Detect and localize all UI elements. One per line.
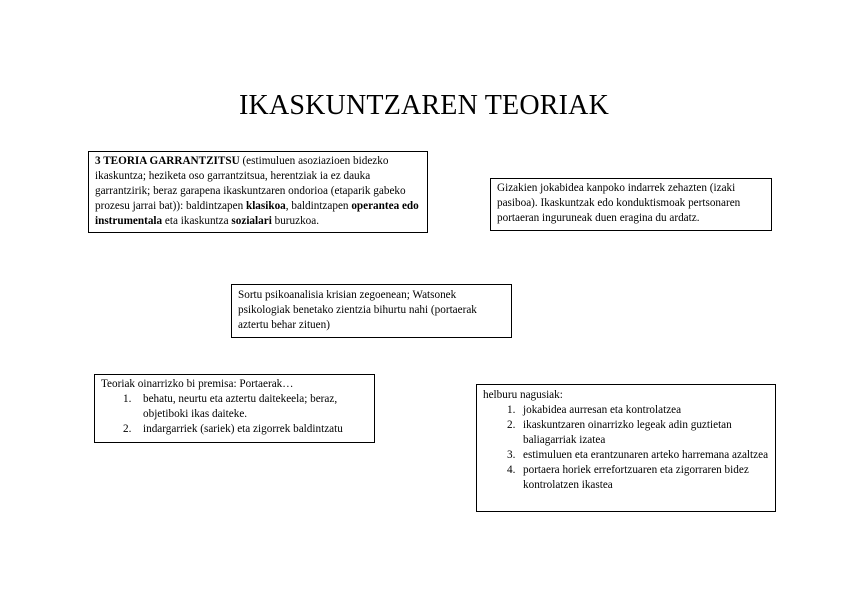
list-item — [101, 422, 368, 437]
text-box-premises — [94, 374, 375, 443]
text-box-behavior — [490, 178, 772, 231]
bold-term-operant: operantea edo instrumentala — [95, 200, 419, 227]
goals-list — [483, 403, 769, 493]
text-box-origin — [231, 284, 512, 338]
text-segment: (estimuluen asoziazioen bidezko ikaskuntza; heziketa oso garrantzitsua, herentziak ia ez dauka garrantzirik; beraz garapena ikaskuntzaren ondorioa (etaparik gabeko prozesu jarrai bat)): baldintzapen — [95, 155, 406, 212]
list-number: 1. — [507, 404, 516, 416]
bold-term-social: sozialari — [231, 215, 272, 227]
list-item — [483, 463, 769, 493]
list-text: behatu, neurtu eta aztertu daitekeela; beraz, objetiboki ikas daiteke. — [143, 393, 338, 420]
list-number: 3. — [507, 449, 516, 461]
box-intro: Teoriak oinarrizko bi premisa: Portaerak… — [101, 378, 294, 390]
box-paragraph: Sortu psikoanalisia krisian zegoenean; Watsonek psikologiak benetako zientzia bihurtu nahi (portaerak aztertu behar zituen) — [238, 289, 477, 331]
list-text: estimuluen eta erantzunaren arteko harremana azaltzea — [523, 449, 769, 461]
list-item — [483, 403, 769, 418]
list-number: 2. — [507, 419, 516, 431]
list-text: indargarriek (sariek) eta zigorrek baldintzatu — [143, 423, 343, 435]
text-segment: , baldintzapen — [285, 200, 352, 212]
list-number: 2. — [123, 423, 132, 435]
text-segment: eta ikaskuntza — [162, 215, 232, 227]
list-text: jokabidea aurresan eta kontrolatzea — [523, 404, 682, 416]
list-number: 4. — [507, 464, 516, 476]
text-box-three-theories — [88, 151, 428, 233]
list-item — [483, 448, 769, 463]
bold-term-classical: klasikoa — [245, 200, 286, 212]
box-paragraph: Gizakien jokabidea kanpoko indarrek zehazten (izaki pasiboa). Ikaskuntzak edo konduktismoak pertsonaren portaeran inguruneak duen eragina du ardatz. — [497, 182, 741, 224]
bold-heading: 3 TEORIA GARRANTZITSU — [95, 155, 240, 167]
list-text: ikaskuntzaren oinarrizko legeak adin guztietan baliagarriak izatea — [523, 419, 732, 446]
premises-list — [101, 392, 368, 437]
text-box-goals — [476, 384, 776, 512]
list-item — [101, 392, 368, 422]
list-number: 1. — [123, 393, 132, 405]
box-paragraph — [95, 154, 421, 229]
text-segment: buruzkoa. — [271, 215, 320, 227]
box-intro: helburu nagusiak: — [483, 389, 563, 401]
list-item — [483, 418, 769, 448]
list-text: portaera horiek errefortzuaren eta zigorraren bidez kontrolatzen ikastea — [523, 464, 749, 491]
page-title: IKASKUNTZAREN TEORIAK — [239, 90, 609, 121]
